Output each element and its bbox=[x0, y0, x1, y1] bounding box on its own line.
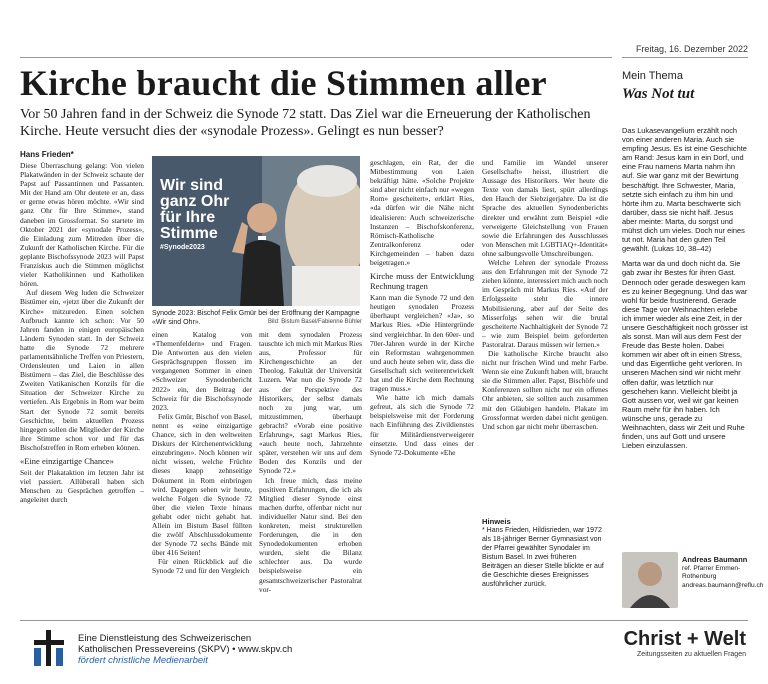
brand-logo: Christ + Welt bbox=[623, 628, 746, 650]
photo-credit: Bild: Bistum Basel/Fabienne Bühler bbox=[267, 319, 362, 325]
photo-caption bbox=[152, 309, 362, 327]
subheading: «Eine einzigartige Chance» bbox=[20, 456, 114, 466]
footer-line: Katholischen Pressevereins (SKPV) • www.skpv.ch bbox=[78, 644, 293, 655]
subheading: Kirche muss der Entwicklung Rechnung tragen bbox=[370, 271, 474, 292]
paragraph: mit dem synodalen Prozess tauschte ich mich mit Markus Ries aus, Professor für Kirchengeschichte an der Theolog. Fakultät der Universität Luzern. War nun die Synode 72 aus der Perspektive des Historikers, der selbst damals noch zu jung war, um mitzustimmen, überhaupt gebracht? «Vorab eine positive Erfahrung», sagt Markus Ries, «auch heute noch, Jahrzehnte später, verstehen wir uns auf dem Boden des Konzils und der Synode 72.» bbox=[259, 330, 362, 476]
sidebar-header bbox=[622, 70, 748, 103]
article-photo bbox=[152, 156, 360, 306]
paragraph: Für einen Rückblick auf die Synode 72 und für den Vergleich bbox=[152, 557, 252, 576]
article-column-4 bbox=[370, 158, 474, 457]
sidebar-title: Was Not tut bbox=[622, 86, 695, 102]
article-author: Hans Frieden* bbox=[20, 150, 74, 159]
portrait-icon bbox=[622, 552, 678, 608]
divider bbox=[20, 57, 612, 58]
paragraph: Kann man die Synode 72 und den heutigen synodalen Prozess überhaupt vergleichen? «Ja», so Markus Ries. «Die Hintergründe sind vergleichbar. In den 60er- und 70er-Jahren wurde in der Kirche ein Reformstau wahrgenommen und auch heute sehen wir, dass die Gesellschaft sich weiterentwickelt hat und die Kirche dem Rechnung tragen muss.» bbox=[370, 293, 474, 394]
photo-hashtag: #Synode2023 bbox=[160, 244, 205, 251]
paragraph: geschlagen, ein Rat, der die Mitbestimmung von Laien bekräftigt hätte. «Solche Projekte sind aber nicht einfach nur «wegen Rom» gescheitert», erklärt Ries, «da dürfen wir die Nähe nicht idealisieren: Auch schweizerische Instanzen – Bischofskonferenz, Römisch-Katholische Zentralkonferenz oder Kirchgemeinden – haben dazu beigetragen.» bbox=[370, 158, 474, 268]
issue-date: Freitag, 16. Dezember 2022 bbox=[635, 44, 748, 54]
author-name: Andreas Baumann bbox=[682, 555, 748, 564]
sidebar-section: Mein Thema bbox=[622, 70, 683, 82]
paragraph: Welche Lehren der synodale Prozess aus den Erfahrungen mit der Synode 72 ziehen könnte, interessiert mich auch noch im Gespräch mit Markus Ries. «Auf der Erfolgsseite steht die innere Mobilisierung, aber auf der Seite des Misserfolgs sehen wir die brutal gescheiterte Nachhaltigkeit der Synode 72 – wie zum Beispiel beim geforderten Pastoralrat. Daraus müssen wir lernen.» bbox=[482, 258, 609, 349]
note-text: * Hans Frieden, Hildisrieden, war 1972 als 18-jähriger Berner Gymnasiast von der Pfarrei gewählter Synodaler im Bistum Basel. In zwei früheren Beiträgen an dieser Stelle blickte er auf die Geschichte dieses Ereignisses ausführlicher zurück. bbox=[482, 527, 604, 588]
brand-tagline: Zeitungsseiten zu aktuellen Fragen bbox=[637, 651, 746, 658]
photo-poster-text: Wir sind ganz Ohr für Ihre Stimme bbox=[160, 177, 230, 242]
sidebar-text bbox=[622, 126, 748, 450]
note-title: Hinweis bbox=[482, 517, 511, 526]
paragraph: Auf diesem Weg luden die Schweizer Bistümer ein, «jetzt über die Zukunft der Kirche» mitzureden. Einen solchen Aufbruch kannte ich schon: Vor 50 Jahren fanden in einigen europäischen Ländern Synoden statt. In der Schweiz hatte die Synode 72 mehrere parlamentsähnliche Treffen von Priestern, Ordensleuten und Laien in allen Bistümern – das Ziel, die Beschlüsse des Zweiten Vatikanischen Konzils für die Situation der Schweizer Kirche zu vertiefen. Als Ergebnis in Rom war beim Start der Synode 72 somit bereits Geschichte, beim aktuellen Prozess hingegen sollen die Mitglieder der Kirche ihre Stimme schon vor und für das Bischofstreffen in Rom erheben können. bbox=[20, 288, 144, 452]
author-note bbox=[482, 517, 608, 589]
christ-welt-brand bbox=[624, 628, 746, 658]
footer-line: Eine Dienstleistung des Schweizerischen bbox=[78, 633, 252, 644]
paragraph: Das Lukasevangelium erzählt noch von einer anderen Maria. Auch sie empfing Jesus. Es ist eine Geschichte am Rand: Jesus kam in ein Dorf, und eine Frau namens Marta nahm ihn auf. Sie war ganz mit der Bewirtung beschäftigt. Ihre Schwester, Maria, setzte sich einfach zu ihm hin und hörte ihm zu. Marta beschwerte sich darüber, dass sie nicht half. Jesus aber meinte: Marta, du sorgst und mühst dich um vieles. Doch nur eines tut not. Maria hat den guten Teil gewählt. (Lukas 10, 38–42) bbox=[622, 126, 747, 254]
article-title: Kirche braucht die Stimmen aller bbox=[20, 63, 547, 103]
article-column-1 bbox=[20, 161, 144, 504]
paragraph: Seit der Plakataktion im letzten Jahr ist viel passiert. Allüberall haben sich Menschen zu Gesprächen getroffen – angeleitet durch bbox=[20, 468, 144, 505]
article-column-5 bbox=[482, 158, 608, 431]
paragraph: Marta war da und doch nicht da. Sie gab zwar ihr Bestes für ihren Gast. Dennoch oder gerade deswegen kam es zu keiner Begegnung. Und das war wohl für beide frustrierend. Gerade diese Tage vor Weihnachten erlebe ich immer wieder als eine Zeit, in der unsere Geschäftigkeit noch grösser ist als sonst. Man will aus dem Fest der Freude das Beste holen. Dabei kommen wir aber oft in einen Stress, und das Eigentliche geht verloren. In unseren Machen sind wir nicht mehr offen dafür, was letztlich nur geschehen kann. Vielleicht bleibt ja Gott aussen vor, weil wir gar keinen Raum mehr für ihn haben. Ich wünsche uns, gerade zu Weihnachten, dass wir Zeit und Ruhe finden, uns auf Gott und unsere Lieben einzulassen. bbox=[622, 259, 748, 451]
paragraph: Wie hatte ich mich damals gefreut, als sich die Synode 72 beispielsweise mit der Forderung nach Einführung des Zivildienstes für Militärdienstverweigerer einsetzte. Und dass eines der Synode 72-Dokumente «Ehe bbox=[370, 393, 474, 457]
sidebar-author bbox=[682, 555, 764, 590]
paragraph: Die katholische Kirche braucht also nicht nur frischen Wind und mehr Farbe. Wenn sie eine Zukunft haben will, braucht sie die Stimmen aller. Papst, Bischöfe und Konferenzen sollten nicht nur ein offenes Ohr anbieten, sie sollten auch zusammen mit den Gläubigen handeln. Plakate im Grossformat werden dabei nicht genügen. Und schon gar nicht mehr überraschen. bbox=[482, 348, 608, 431]
cross-logo-icon bbox=[30, 628, 68, 668]
footer-slogan: fördert christliche Medienarbeit bbox=[78, 655, 208, 666]
paragraph: Ich freue mich, dass meine positiven Erfahrungen, die ich als Mitglied dieser Synode einst machen durfte, offenbar nicht nur individueller Natur sind. Bei den konkreten, meist strukturellen Forderungen, die in den Synodedokumenten erhoben wurden, sieht die Bilanz schlechter aus. Da wurde beispielsweise ein gesamtschweizerischer Pastoralrat vor- bbox=[259, 475, 362, 594]
paragraph: Diese Überraschung gelang: Von vielen Plakatwänden in der Schweiz schaute der Papst auf Passantinnen und Passanten. Mit der Hand am Ohr deutete er an, dass er gerne etwas hören möchte. «Wir sind ganz Ohr für Ihre Stimme», stand daneben im Grossformat. So startete im Oktober 2021 der «synodale Prozess», die Einladung zum Mitreden über die Zukunft der Katholischen Kirche. Für die geplante Bischofssynode 2023 will Papst Franziskus auch die Stimmen möglichst vieler Katholikinnen und Katholiken hören. bbox=[20, 161, 144, 289]
footer-publisher bbox=[78, 633, 292, 666]
article-column-3 bbox=[259, 330, 362, 594]
author-role: ref. Pfarrer Emmen-Rothenburg bbox=[682, 564, 741, 580]
divider bbox=[20, 620, 748, 621]
author-portrait bbox=[622, 552, 678, 608]
author-email[interactable]: andreas.baumann@reflu.ch bbox=[682, 581, 764, 589]
caption-text: Synode 2023: Bischof Felix Gmür bei der Eröffnung der Kampagne «Wir sind Ohr». bbox=[152, 310, 360, 326]
skpv-logo bbox=[30, 628, 68, 668]
article-lead: Vor 50 Jahren fand in der Schweiz die Synode 72 statt. Das Ziel war die Erneuerung der Katholischen Kirche. Heute versucht dies der «synodale Prozess». Gelingt es nun besser? bbox=[20, 107, 591, 139]
paragraph: einen Katalog von «Themenfeldern» und Fragen. Die Antworten aus den vielen Gesprächsgruppen flossen im vergangenen Sommer in einen «Schweizer Synodenbericht 2022» ein, den Beitrag der Schweiz für die Bischofssynode 2023. bbox=[152, 330, 252, 412]
paragraph: und Familie im Wandel unserer Gesellschaft» heisst, illustriert die Aussage des Historikers. Wer heute die Texte von damals liest, spürt allerdings den Hauch der Siebzigerjahre. Da ist die Sprache des aktuellen Synodenberichts direkter und erwähnt zum Beispiel «die verweigerte Gleichstellung von Frauen sowie die Erfahrungen des Ausschlusses von Menschen mit LGBTIAQ+-Identität» ohne salbungsvolle Umschreibungen. bbox=[482, 158, 608, 258]
article-column-2 bbox=[152, 330, 252, 576]
paragraph: Felix Gmür, Bischof von Basel, nennt es «eine einzigartige Chance, sich in den weltweiten Diskurs der Kirchenentwicklung einzubringen». Noch können wir nicht wissen, welche Früchte dieses knapp zehnseitige Dokument in Rom einbringen wird. Dagegen sehen wir heute, welche Folgen die Synode 72 über die vielen Texte hinaus gehabt oder nicht gehabt hat. Allein im Bistum Basel füllten die zwölf Abschlussdokumente der Synode 72 sechs Bände mit über 416 Seiten! bbox=[152, 411, 252, 558]
divider bbox=[622, 57, 748, 58]
